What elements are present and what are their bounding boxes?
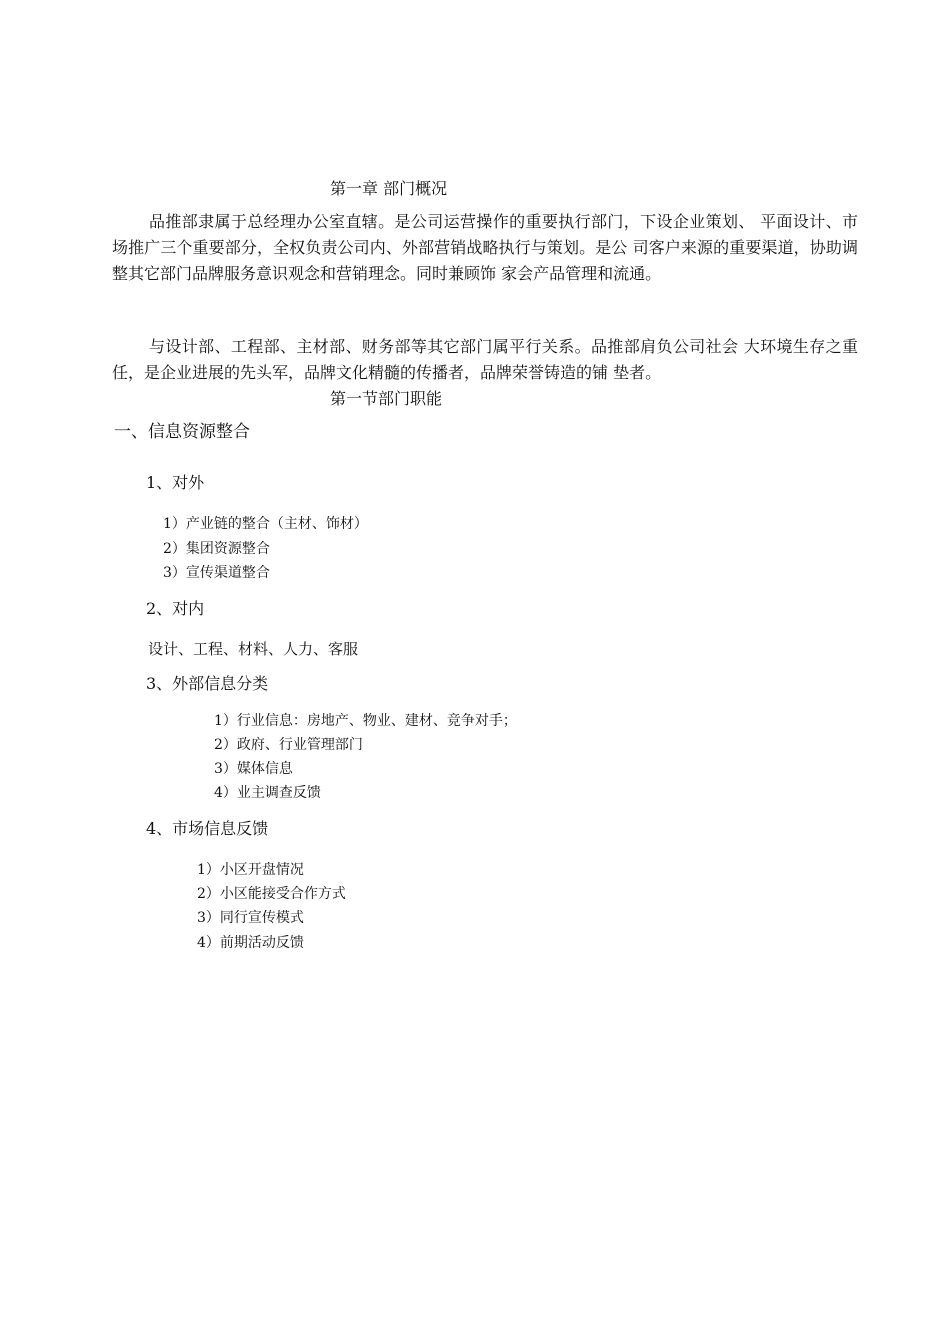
part1-title: 一、信息资源整合 — [114, 422, 250, 442]
sub1-item: 1）产业链的整合（主材、饰材） — [163, 516, 368, 532]
sub4-item: 4）前期活动反馈 — [197, 935, 304, 951]
intro-paragraph-2: 与设计部、工程部、主材部、财务部等其它部门属平行关系。品推部肩负公司社会 大环境生存之重任，是企业进展的先头军，品牌文化精髓的传播者，品牌荣誉铸造的铺 垫者。 — [112, 337, 858, 382]
sub3-title: 3、外部信息分类 — [146, 674, 269, 693]
sub3-item: 3）媒体信息 — [214, 761, 293, 777]
sub3-item: 2）政府、行业管理部门 — [214, 737, 363, 753]
sub4-item: 3）同行宣传模式 — [197, 910, 304, 926]
sub4-item: 2）小区能接受合作方式 — [197, 886, 346, 902]
sub2-title: 2、对内 — [146, 599, 205, 618]
sub3-item: 4）业主调查反馈 — [214, 785, 321, 801]
sub2-text: 设计、工程、材料、人力、客服 — [148, 640, 359, 658]
sub1-item: 3）宣传渠道整合 — [163, 565, 270, 581]
sub3-item: 1）行业信息：房地产、物业、建材、竞争对手； — [214, 713, 517, 729]
intro-paragraph-1: 品推部隶属于总经理办公室直辖。是公司运营操作的重要执行部门，下设企业策划、 平面设计、市场推广三个重要部分，全权负责公司内、外部营销战略执行与策划。是公 司客户来源的重要渠道，协助调整其它部门品牌服务意识观念和营销理念。同时兼顾饰 家会产品管理和流通。 — [112, 212, 858, 283]
sub4-title: 4、市场信息反馈 — [146, 819, 269, 838]
chapter-title: 第一章 部门概况 — [330, 179, 448, 198]
sub1-title: 1、对外 — [146, 473, 205, 492]
section-title: 第一节部门职能 — [330, 389, 443, 408]
sub4-item: 1）小区开盘情况 — [197, 862, 304, 878]
sub1-item: 2）集团资源整合 — [163, 541, 270, 557]
